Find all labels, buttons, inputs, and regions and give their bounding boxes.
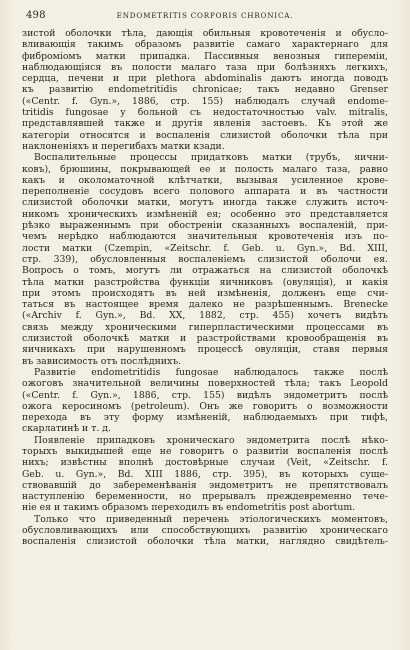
text-line: ковъ), брюшины, покрывающей ее и полость малаго таза, равно: [22, 163, 388, 175]
text-line: яичникахъ при нарушенномъ процессѣ овуляціи, ставя первыя: [22, 344, 388, 356]
text-line: слизистой оболочки матки, могутъ иногда также служить источ-: [22, 197, 388, 209]
text-line: Появленіе припадковъ хроническаго эндометрита послѣ нѣко-: [34, 434, 388, 446]
text-line: Развитіе endometritidis fungosae наблюдалось также послѣ: [34, 366, 388, 378]
text-line: слизистой оболочкѣ матки и разстройствами кровообращенія въ: [22, 333, 388, 345]
text-line: Только что приведенный перечень этіологическихъ моментовъ,: [34, 513, 388, 525]
text-line: сердца, печени и при plethora abdominalis даютъ иногда поводъ: [22, 73, 388, 85]
text-line: («Centr. f. Gyn.», 1886, стр. 155) видѣлъ эндометритъ послѣ: [22, 389, 388, 401]
text-line: рѣзко выраженнымъ при обостреніи сказанныхъ воспаленій, при-: [22, 220, 388, 232]
text-line: лости матки (Czempin, «Zeitschr. f. Geb. u. Gyn.», Bd. XIII,: [22, 242, 388, 254]
text-line: чемъ нерѣдко наблюдаются значительныя кровотеченія изъ по-: [22, 231, 388, 243]
text-line: скарлатинѣ и т. д.: [22, 423, 111, 435]
text-line: связь между хроническими гиперпластическими процессами въ: [22, 321, 388, 333]
text-line: стр. 339), обусловленныя воспаленіемъ слизистой оболочи ея.: [22, 253, 388, 265]
text-line: категоріи относятся и воспаленія слизистой оболочки тѣла при: [22, 129, 388, 141]
text-line: воспаленія слизистой оболочки тѣла матки, наглядно свидѣтель-: [22, 536, 388, 548]
text-line: таться въ настоящее время далеко не разрѣшеннымъ. Brenecke: [22, 299, 388, 311]
text-line: Вопросъ о томъ, могутъ ли отражаться на слизистой оболочкѣ: [22, 265, 388, 277]
text-line: ожоговъ значительной величины поверхностей тѣла; такъ Leopold: [22, 378, 388, 390]
text-line: торыхъ выкидышей еще не говоритъ о развитіи воспаленія послѣ: [22, 445, 388, 457]
text-line: представлявшей также и другія явленія застоевъ. Къ этой же: [22, 118, 388, 130]
text-line: фиброміомъ матки припадка. Пассивныя венозныя гипереміи,: [22, 50, 388, 62]
text-line: наклоненіяхъ и перегибахъ матки кзади.: [22, 140, 225, 152]
text-line: ожога керосиномъ (petroleum). Онъ же говоритъ о возможности: [22, 400, 388, 412]
text-line: наступленію беременности, но прерывалъ преждевременно тече-: [22, 491, 388, 503]
running-head: ENDOMETRITIS CORPORIS CHRONICA.: [116, 11, 294, 20]
page-number: 498: [26, 10, 46, 21]
text-line: переполненіе сосудовъ всего полового аппарата и въ частности: [22, 186, 388, 198]
text-line: ствовавшій до забеременѣванія эндометритъ не препятствовалъ: [22, 479, 388, 491]
page-header: [22, 10, 388, 24]
text-line: («Archiv f. Gyn.», Bd. XX, 1882, стр. 455) хочетъ видѣть: [22, 310, 388, 322]
body-text: [22, 28, 388, 548]
text-line: зистой оболочки тѣла, дающія обильныя кровотеченія и обусло-: [22, 28, 388, 39]
text-line: нихъ; извѣстны вполнѣ достовѣрные случаи (Veit, «Zeitschr. f.: [22, 457, 388, 469]
text-line: tritidis fungosae у больной съ недостаточностью valv. mitralis,: [22, 107, 388, 119]
text-line: какъ и околоматочной клѣтчатки, вызывая усиленное крове-: [22, 174, 388, 186]
text-line: Geb. u. Gyn.», Bd. XIII 1886, стр. 395), въ которыхъ суще-: [22, 468, 388, 480]
text-line: при этомъ происходятъ въ ней измѣненія, долженъ еще счи-: [22, 287, 388, 299]
text-line: («Centr. f. Gyn.», 1886, стр. 155) наблюдалъ случай endome-: [22, 95, 388, 107]
text-line: вливающія такимъ образомъ развитіе самаго характернаго для: [22, 39, 388, 51]
text-line: къ развитію endometritidis chronicae; такъ недавно Grenser: [22, 84, 388, 96]
text-line: тѣла матки разстройства функціи яичниковъ (овуляція), и какія: [22, 276, 388, 288]
text-line: перехода въ эту форму измѣненій, наблюдаемыхъ при тифѣ,: [22, 412, 388, 424]
text-line: обусловливающихъ или способствующихъ развитію хроническаго: [22, 525, 388, 537]
text-line: никомъ хроническихъ измѣненій ея; особенно это представляется: [22, 208, 388, 220]
text-line: ніе ея и такимъ образомъ переходилъ въ endometritis post abortum.: [22, 502, 356, 514]
text-line: наблюдающіяся въ полости малаго таза при болѣзняхъ легкихъ,: [22, 61, 388, 73]
text-line: въ зависимость отъ послѣднихъ.: [22, 355, 182, 367]
text-line: Воспалительные процессы придатковъ матки (трубъ, яични-: [34, 152, 388, 164]
